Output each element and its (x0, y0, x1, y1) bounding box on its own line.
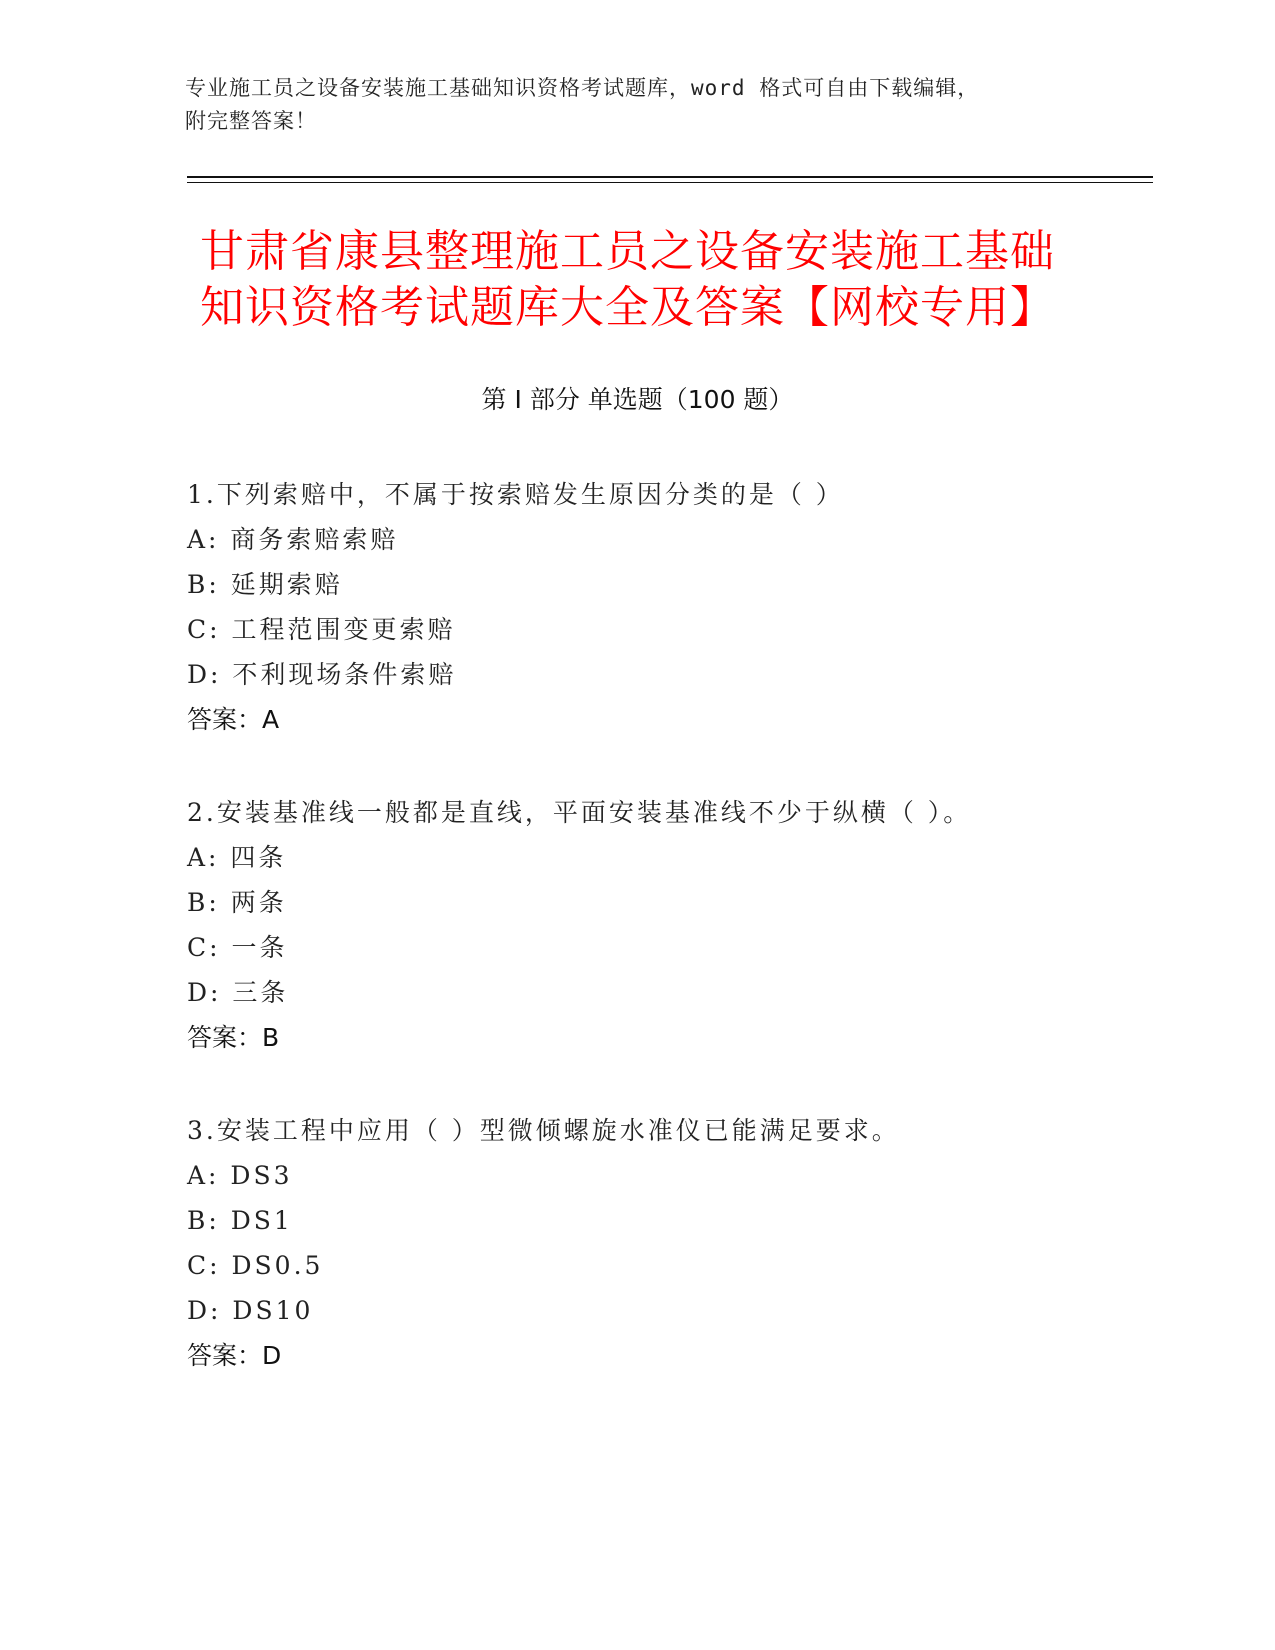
title-line-1: 甘肃省康县整理施工员之设备安装施工基础 (200, 226, 1055, 277)
intro-line-1: 专业施工员之设备安装施工基础知识资格考试题库，word 格式可自由下载编辑， (185, 76, 980, 100)
option-c: C: 一条 (187, 933, 288, 962)
title-line-2: 知识资格考试题库大全及答案【网校专用】 (200, 282, 1055, 333)
question-text: 2.安装基准线一般都是直线，平面安装基准线不少于纵横（ ）。 (187, 798, 972, 827)
question-text: 3.安装工程中应用（ ）型微倾螺旋水准仪已能满足要求。 (187, 1116, 900, 1145)
option-b: B: 延期索赔 (187, 570, 343, 599)
option-d: D: 三条 (187, 978, 289, 1007)
answer: 答案：A (187, 705, 280, 734)
answer: 答案：B (187, 1023, 280, 1052)
question-text: 1.下列索赔中，不属于按索赔发生原因分类的是（ ） (187, 480, 844, 509)
option-b: B: 两条 (187, 888, 287, 917)
header-divider-thin (187, 182, 1153, 183)
option-c: C: 工程范围变更索赔 (187, 615, 456, 644)
option-a: A: 商务索赔索赔 (187, 525, 399, 554)
option-a: A: 四条 (187, 843, 287, 872)
intro-line-2: 附完整答案！ (185, 109, 317, 133)
option-b: B: DS1 (187, 1206, 293, 1235)
option-a: A: DS3 (187, 1161, 293, 1190)
option-c: C: DS0.5 (187, 1251, 324, 1280)
intro-text (185, 72, 1065, 138)
document-title (200, 224, 1100, 336)
answer: 答案：D (187, 1341, 282, 1370)
header-divider-thick (187, 176, 1153, 178)
option-d: D: 不利现场条件索赔 (187, 660, 457, 689)
question-1 (187, 472, 1137, 742)
question-2 (187, 790, 1137, 1060)
option-d: D: DS10 (187, 1296, 314, 1325)
question-3 (187, 1108, 1137, 1378)
section-heading: 第 I 部分 单选题（100 题） (481, 385, 794, 414)
